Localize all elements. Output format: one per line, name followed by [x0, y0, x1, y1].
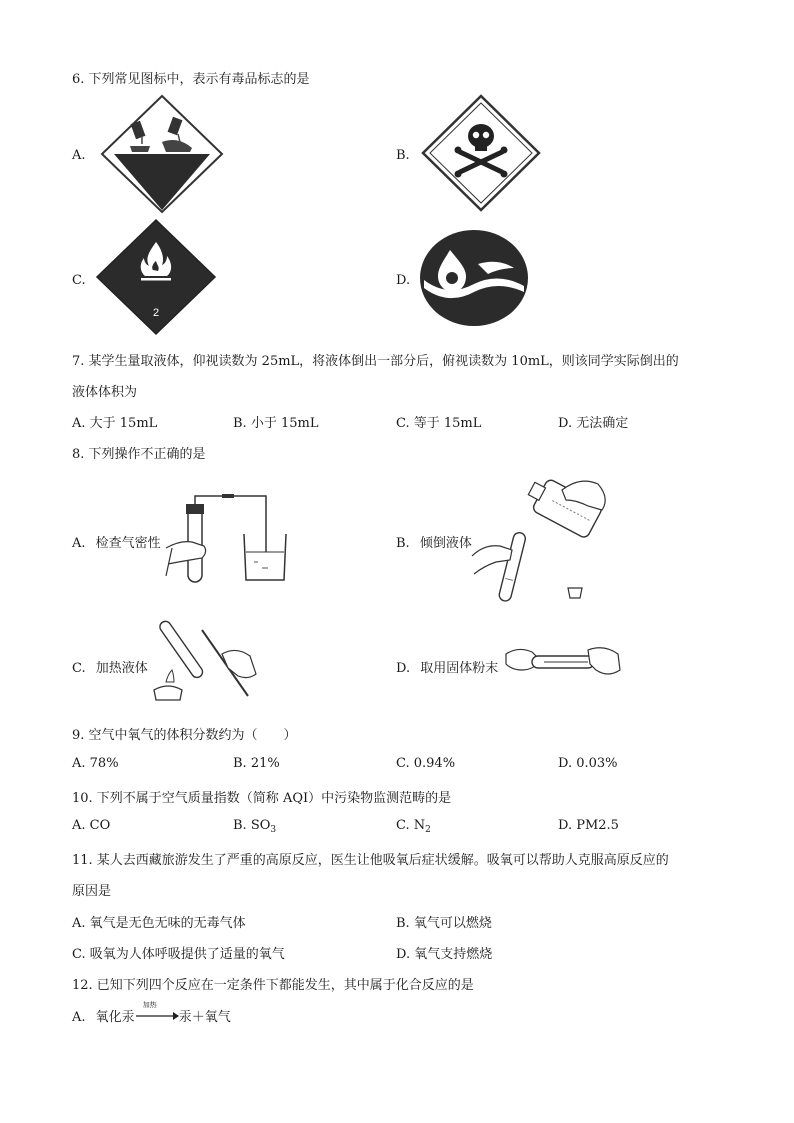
- q11-option-a[interactable]: A. 氧气是无色无味的无毒气体: [72, 916, 246, 931]
- q8-option-d-key: D.: [396, 661, 411, 676]
- q6-option-c-key[interactable]: C.: [72, 273, 86, 288]
- q9-option-a[interactable]: A. 78%: [72, 756, 119, 771]
- q10-option-c[interactable]: [396, 818, 431, 835]
- flammable-gas-sign-icon: [93, 218, 219, 336]
- q8-option-c[interactable]: [72, 657, 148, 676]
- q8-option-c-key: C.: [72, 661, 86, 676]
- q12-option-a-reactant: 氧化汞: [95, 1010, 135, 1025]
- q11-option-d[interactable]: D. 氧气支持燃烧: [396, 947, 493, 962]
- q7-option-a[interactable]: A. 大于 15mL: [72, 416, 158, 431]
- q7-option-c[interactable]: C. 等于 15mL: [396, 416, 482, 431]
- q10-option-a[interactable]: [72, 818, 110, 833]
- q8-option-b-label: 倾倒液体: [419, 536, 472, 551]
- q8-option-a[interactable]: [72, 532, 161, 551]
- q11-stem-line2: 原因是: [72, 884, 112, 899]
- q6-stem: 6. 下列常见图标中，表示有毒品标志的是: [72, 72, 310, 87]
- q12-reaction-condition: 加热: [142, 1001, 157, 1009]
- q7-stem-line2: 液体体积为: [72, 385, 138, 400]
- q10-option-a-text: A. CO: [72, 818, 111, 833]
- q8-option-d-label: 取用固体粉末: [420, 661, 499, 676]
- q12-option-a-products: 汞＋氧气: [178, 1010, 231, 1025]
- q8-option-a-label: 检查气密性: [95, 536, 161, 551]
- toxic-skull-sign-icon: [420, 94, 542, 212]
- q12-option-a[interactable]: [72, 1001, 231, 1025]
- q10-option-b-subscript: 3: [270, 825, 277, 835]
- q8-stem: 8. 下列操作不正确的是: [72, 447, 206, 462]
- q10-option-d[interactable]: [558, 818, 619, 833]
- q7-option-b[interactable]: B. 小于 15mL: [233, 416, 319, 431]
- q9-option-d[interactable]: D. 0.03%: [558, 756, 618, 771]
- q10-option-b-text: B. SO: [233, 818, 271, 833]
- q10-option-c-subscript: 2: [425, 825, 431, 835]
- q6-option-a-key[interactable]: A.: [72, 148, 86, 163]
- airtightness-check-apparatus-icon: [162, 492, 292, 584]
- q8-option-b-key: B.: [396, 536, 410, 551]
- q8-option-a-key: A.: [72, 536, 86, 551]
- q11-option-c[interactable]: C. 吸氧为人体呼吸提供了适量的氧气: [72, 947, 285, 962]
- q10-option-b[interactable]: [233, 818, 276, 835]
- flammable-class-badge: 2: [152, 307, 160, 319]
- q12-stem: 12. 已知下列四个反应在一定条件下都能发生，其中属于化合反应的是: [72, 978, 474, 993]
- q9-option-b[interactable]: B. 21%: [233, 756, 280, 771]
- q11-stem-line1: 11. 某人去西藏旅游发生了严重的高原反应，医生让他吸氧后症状缓解。吸氧可以帮助人克服高原反应的: [72, 853, 669, 868]
- q10-option-c-text: C. N: [396, 818, 426, 833]
- q7-option-d[interactable]: D. 无法确定: [558, 416, 629, 431]
- q9-option-c[interactable]: C. 0.94%: [396, 756, 456, 771]
- q8-option-c-label: 加热液体: [95, 661, 148, 676]
- q6-option-b-key[interactable]: B.: [396, 148, 410, 163]
- taking-solid-powder-apparatus-icon: [504, 640, 622, 686]
- water-drop-saving-sign-icon: [418, 228, 530, 328]
- q8-option-b[interactable]: [396, 532, 472, 551]
- corrosive-sign-icon: [100, 94, 225, 214]
- q8-option-d[interactable]: [396, 657, 498, 676]
- reaction-arrow-icon: [135, 1001, 179, 1022]
- q9-stem: 9. 空气中氧气的体积分数约为（ ）: [72, 728, 297, 743]
- q10-stem: 10. 下列不属于空气质量指数（简称 AQI）中污染物监测范畴的是: [72, 791, 452, 806]
- pouring-liquid-apparatus-icon: [470, 470, 620, 610]
- q11-option-b[interactable]: B. 氧气可以燃烧: [396, 916, 492, 931]
- q6-option-d-key[interactable]: D.: [396, 273, 411, 288]
- q7-stem-line1: 7. 某学生量取液体，仰视读数为 25mL，将液体倒出一部分后，俯视读数为 10mL，则该同学实际倒出的: [72, 354, 679, 369]
- q10-option-d-text: D. PM2.5: [558, 818, 619, 833]
- q12-option-a-key: A.: [72, 1010, 86, 1025]
- heating-liquid-apparatus-icon: [144, 616, 264, 708]
